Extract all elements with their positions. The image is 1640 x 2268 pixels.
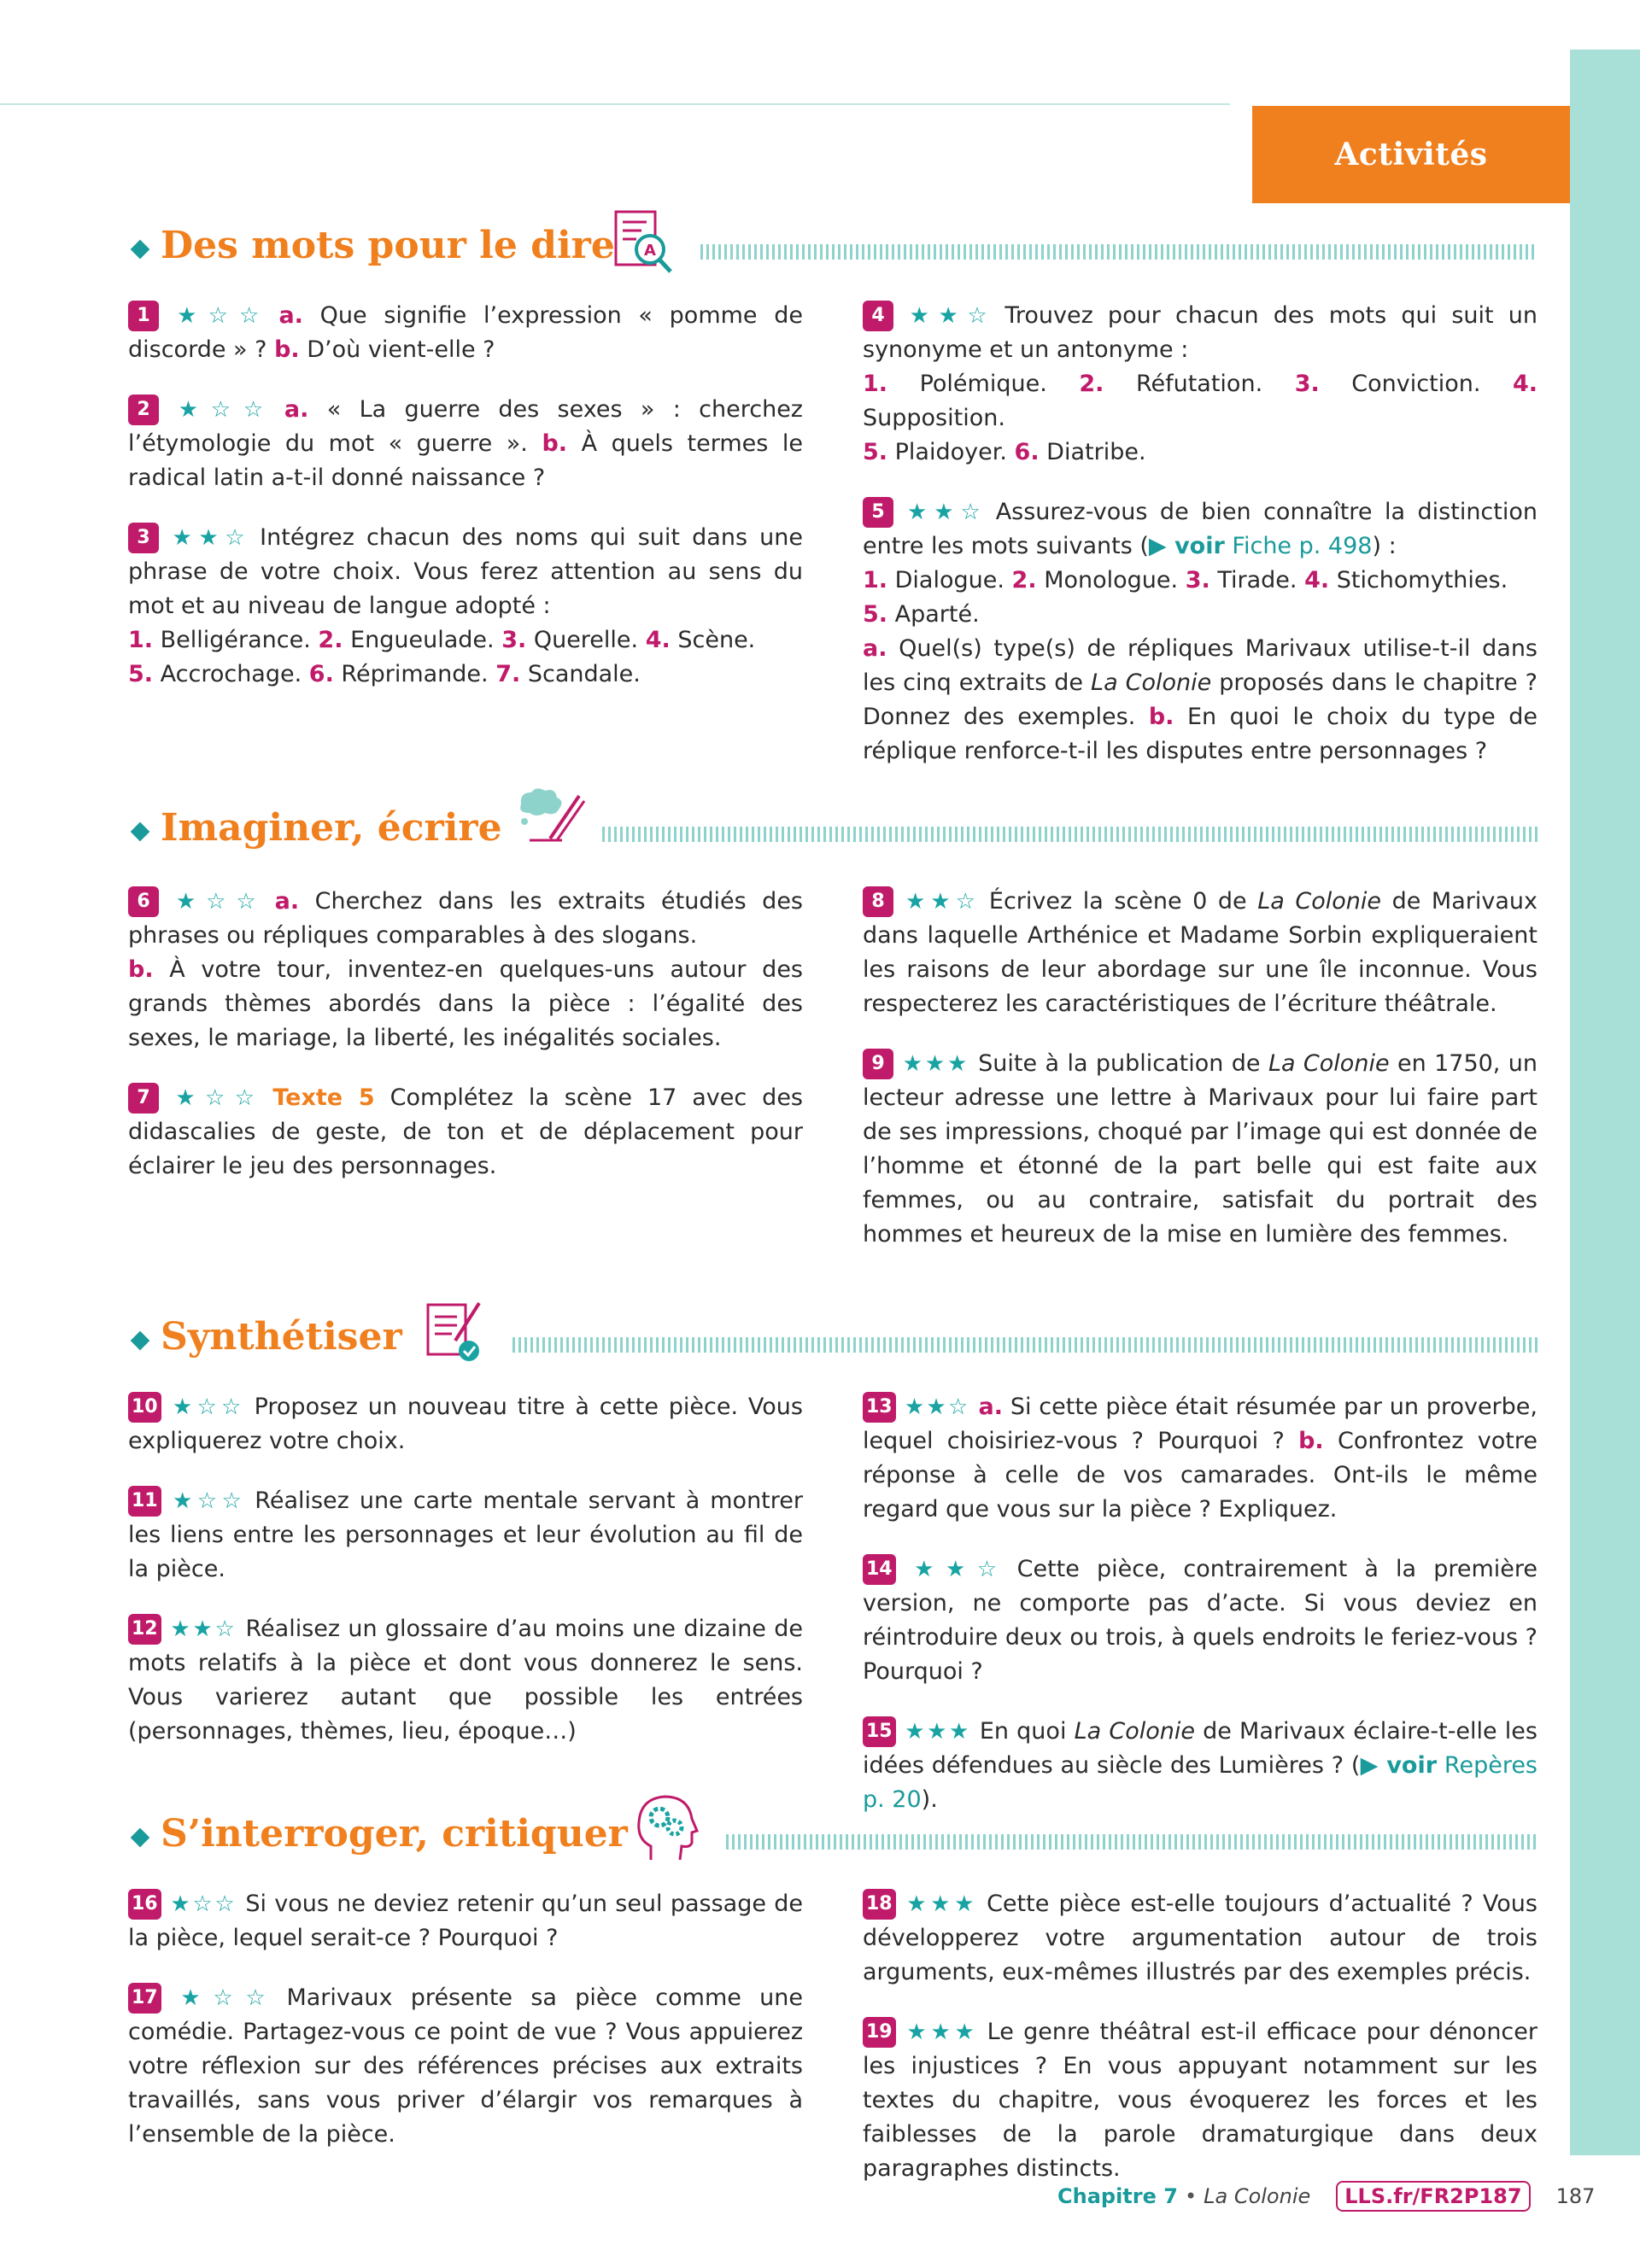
exercise-number: 11: [128, 1486, 161, 1517]
separator: •: [1184, 2184, 1198, 2208]
page-number: 187: [1555, 2184, 1596, 2208]
head-gears-icon: [632, 1792, 700, 1865]
exercise-1: 1 ★☆☆ a. Que signifie l’expression « pomme de discorde » ? b. D’où vient-elle ?: [128, 302, 803, 363]
fiche-link[interactable]: ▶ voir Fiche p. 498: [1148, 533, 1373, 559]
top-rule: [0, 103, 1230, 105]
exercise-12: 12 ★★☆ Réalisez un glossaire d’au moins une dizaine de mots relatifs à la pièce et dont vous donnerez le sens. Vous varierez autant que possible les entrées (personnages, thèmes, lieu, époque…): [128, 1616, 803, 1745]
section-title: S’interroger, critiquer: [161, 1812, 628, 1856]
column-right-s2: [863, 885, 1538, 1277]
difficulty-stars: ★★☆: [167, 525, 252, 551]
difficulty-stars: ★★☆: [169, 1616, 237, 1642]
column-right-s1: [863, 299, 1538, 794]
exercise-3: 3 ★★☆ Intégrez chacun des noms qui suit dans une phrase de votre choix. Vous ferez attention au sens du mot et au niveau de langue adopté : 1. Belligérance. 2. Engueulade. 3. Querelle. 4. Scène. 5. Accrochage. 6. Réprimande. 7. Scandale.: [128, 524, 803, 687]
exercise-number: 2: [128, 395, 159, 425]
exercise-6: 6 ★☆☆ a. Cherchez dans les extraits étudiés des phrases ou répliques comparables à des slogans. b. À votre tour, inventez-en quelques-uns autour des grands thèmes abordés dans la pièce : l’égalité des sexes, le mariage, la liberté, les inégalités sociales.: [128, 888, 803, 1051]
diamond-icon: [131, 1331, 150, 1351]
notepad-check-icon: [423, 1298, 488, 1366]
section-title: Imaginer, écrire: [161, 806, 502, 850]
difficulty-stars: ★☆☆: [167, 397, 276, 423]
reperes-link[interactable]: ▶ voir Repères p. 20: [863, 1752, 1538, 1813]
exercise-18: 18 ★★★ Cette pièce est-elle toujours d’actualité ? Vous développerez votre argumentation autour de trois arguments, eux-mêmes illustrés par des exemples précis.: [863, 1891, 1538, 1985]
exercise-number: 18: [863, 1889, 896, 1920]
texte-reference[interactable]: Texte 5: [272, 1084, 375, 1111]
exercise-5: 5 ★★☆ Assurez-vous de bien connaître la distinction entre les mots suivants (▶ voir Fiche p. 498) : 1. Dialogue. 2. Monologue. 3. Tirade. 4. Stichomythies. 5. Aparté. a. Quel(s) type(s) de répliques Marivaux utilise-t-il dans les cinq extraits de La Colonie proposés dans le chapitre ? Donnez des exemples. b. En quoi le choix du type de réplique renforce-t-il les disputes entre personnages ?: [863, 499, 1538, 764]
dictionary-icon: [611, 207, 679, 278]
difficulty-stars: ★★★: [904, 1891, 979, 1917]
difficulty-stars: ★☆☆: [169, 1891, 237, 1917]
column-left-s2: [128, 885, 803, 1209]
exercise-14: 14 ★★☆ Cette pièce, contrairement à la première version, ne comporte pas d’acte. Si vous deviez en réintroduire deux ou trois, à quels endroits le feriez-vous ? Pourquoi ?: [863, 1556, 1538, 1685]
exercise-number: 6: [128, 886, 159, 917]
work-title: La Colonie: [1204, 2184, 1311, 2208]
side-stripe: [1570, 50, 1640, 2155]
exercise-16: 16 ★☆☆ Si vous ne deviez retenir qu’un seul passage de la pièce, lequel serait-ce ? Pourquoi ?: [128, 1891, 803, 1951]
exercise-number: 12: [128, 1614, 161, 1645]
section-header-imaginer: [128, 786, 1538, 871]
exercise-number: 15: [863, 1716, 896, 1747]
exercise-number: 9: [863, 1049, 893, 1079]
thought-pen-icon: [512, 786, 589, 845]
exercise-13: 13 ★★☆ a. Si cette pièce était résumée par un proverbe, lequel choisiriez-vous ? Pourquoi ? b. Confrontez votre réponse à celle de vos camarades. Ont-ils le même regard que vous sur la pièce ? Expliquez.: [863, 1394, 1538, 1523]
section-title: Synthétiser: [161, 1315, 402, 1359]
hatch-rule: [726, 1834, 1538, 1850]
column-right-s4: [863, 1887, 1538, 2212]
exercise-11: 11 ★☆☆ Réalisez une carte mentale servant à montrer les liens entre les personnages et leur évolution au fil de la pièce.: [128, 1488, 803, 1582]
exercise-number: 10: [128, 1392, 161, 1423]
hatch-rule: [512, 1337, 1538, 1353]
chapter-label: Chapitre 7: [1057, 2184, 1178, 2208]
exercise-number: 16: [128, 1889, 161, 1920]
exercise-number: 13: [863, 1392, 896, 1423]
diamond-icon: [131, 822, 150, 842]
hatch-rule: [602, 827, 1538, 842]
difficulty-stars: ★★★: [902, 1051, 970, 1077]
exercise-number: 1: [128, 301, 159, 331]
difficulty-stars: ★★★: [904, 2020, 979, 2045]
lls-code-link[interactable]: LLS.fr/FR2P187: [1336, 2181, 1530, 2212]
column-left-s4: [128, 1887, 803, 2177]
activities-tab: Activités: [1252, 106, 1570, 203]
difficulty-stars: ★☆☆: [167, 303, 271, 329]
difficulty-stars: ★★☆: [904, 1394, 970, 1420]
exercise-19: 19 ★★★ Le genre théâtral est-il efficace pour dénoncer les injustices ? En vous appuyant notamment sur les textes du chapitre, vous évoquerez les forces et les faiblesses de la parole dramaturgique dans deux paragraphes distincts.: [863, 2019, 1538, 2182]
difficulty-stars: ★☆☆: [169, 1394, 246, 1420]
exercise-number: 3: [128, 523, 159, 553]
difficulty-stars: ★☆☆: [167, 889, 266, 915]
exercise-2: 2 ★☆☆ a. « La guerre des sexes » : cherchez l’étymologie du mot « guerre ». b. À quels termes le radical latin a-t-il donné naissance ?: [128, 396, 803, 491]
exercise-number: 19: [863, 2017, 896, 2048]
difficulty-stars: ★★☆: [902, 303, 997, 329]
exercise-8: 8 ★★☆ Écrivez la scène 0 de La Colonie de Marivaux dans laquelle Arthénice et Madame Sorbin expliqueraient les raisons de leur abordage sur une île inconnue. Vous respecterez les caractéristiques de l’écriture théâtrale.: [863, 888, 1538, 1017]
exercise-number: 17: [128, 1983, 161, 2014]
exercise-17: 17 ★☆☆ Marivaux présente sa pièce comme une comédie. Partagez-vous ce point de vue ? Vous appuierez votre réflexion sur des références précises aux extraits travaillés, sans vous priver d’élargir vos remarques à l’ensemble de la pièce.: [128, 1984, 803, 2148]
column-left-s1: [128, 299, 803, 717]
svg-text:A: A: [644, 242, 656, 260]
difficulty-stars: ★☆☆: [169, 1488, 247, 1514]
section-title: Des mots pour le dire: [161, 224, 615, 267]
exercise-7: 7 ★☆☆ Texte 5 Complétez la scène 17 avec des didascalies de geste, de ton et de déplacement pour éclairer le jeu des personnages.: [128, 1084, 803, 1179]
column-left-s3: [128, 1390, 803, 1774]
exercise-number: 7: [128, 1083, 159, 1114]
exercise-number: 5: [863, 497, 893, 528]
diamond-icon: [131, 1828, 150, 1848]
difficulty-stars: ★★★: [904, 1719, 971, 1745]
exercise-4: 4 ★★☆ Trouvez pour chacun des mots qui suit un synonyme et un antonyme : 1. Polémique. 2. Réfutation. 3. Conviction. 4. Supposition. 5. Plaidoyer. 6. Diatribe.: [863, 302, 1538, 465]
section-header-synthetiser: [128, 1289, 1538, 1375]
exercise-15: 15 ★★★ En quoi La Colonie de Marivaux éclaire-t-elle les idées défendues au siècle des Lumières ? (▶ voir Repères p. 20).: [863, 1718, 1538, 1813]
column-right-s3: [863, 1390, 1538, 1843]
section-header-mots: [128, 205, 1538, 290]
exercise-number: 8: [863, 886, 893, 917]
difficulty-stars: ★☆☆: [169, 1985, 278, 2011]
difficulty-stars: ★★☆: [902, 889, 981, 915]
exercise-number: 14: [863, 1554, 896, 1585]
difficulty-stars: ★★☆: [902, 500, 987, 525]
hatch-rule: [700, 244, 1538, 260]
exercise-10: 10 ★☆☆ Proposez un nouveau titre à cette pièce. Vous expliquerez votre choix.: [128, 1394, 803, 1454]
exercise-number: 4: [863, 301, 893, 331]
difficulty-stars: ★★☆: [904, 1557, 1009, 1582]
page-footer: [1057, 2179, 1595, 2213]
section-header-interroger: [128, 1788, 1538, 1873]
exercise-9: 9 ★★★ Suite à la publication de La Colonie en 1750, un lecteur adresse une lettre à Marivaux pour lui faire part de ses impressions, choqué par l’image qui est donnée de l’homme et étonné de la part belle qui est faite aux femmes, ou au contraire, satisfait du portrait des hommes et heureux de la mise en lumière des femmes.: [863, 1050, 1538, 1248]
diamond-icon: [131, 240, 150, 260]
difficulty-stars: ★☆☆: [167, 1085, 265, 1111]
